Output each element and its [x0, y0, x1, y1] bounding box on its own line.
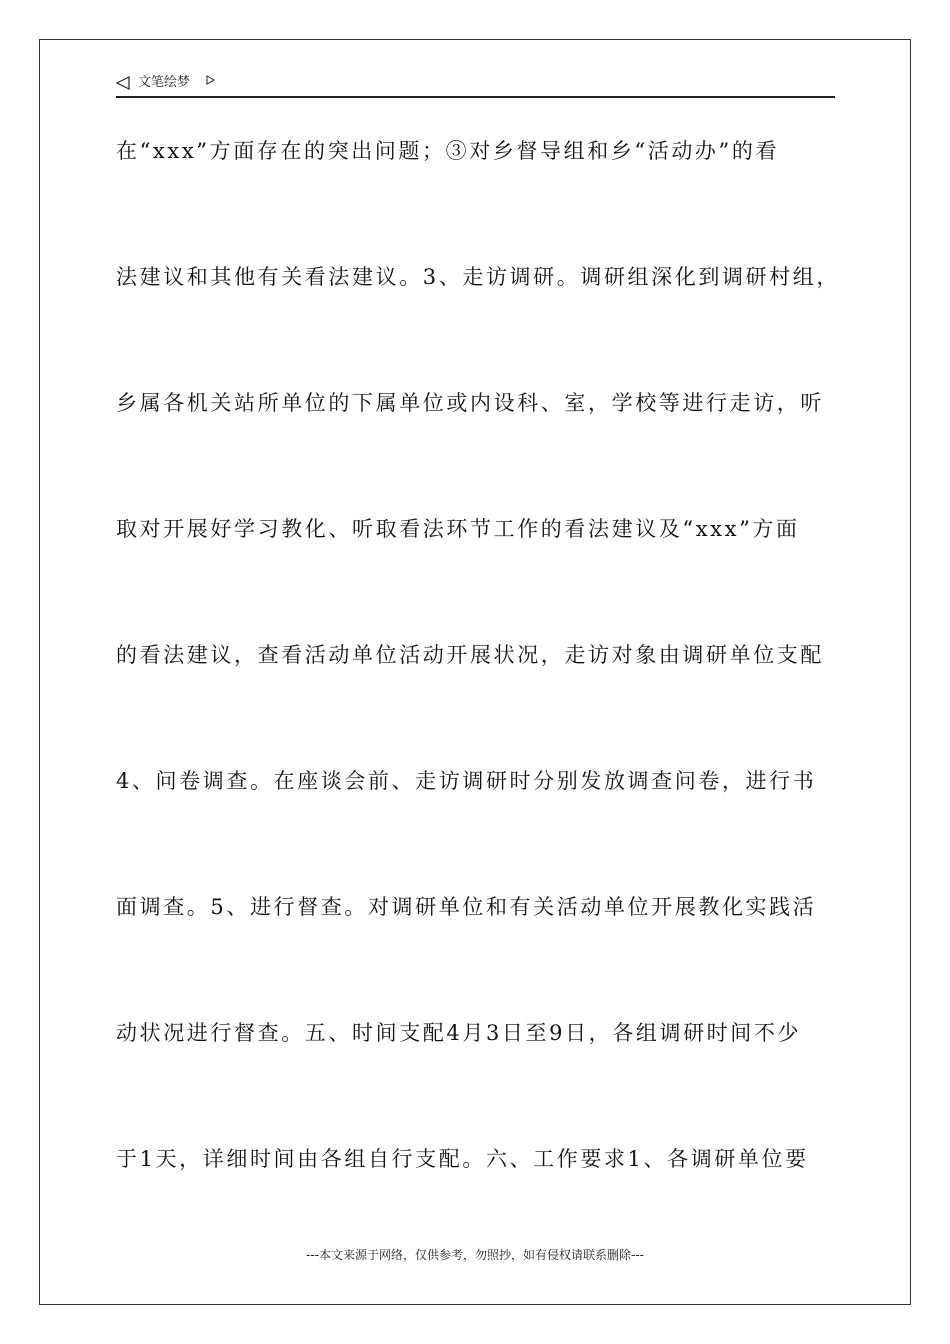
document-body [116, 130, 840, 1264]
triangle-right-icon [206, 75, 215, 85]
header-title: 文笔绘梦 [138, 75, 191, 90]
footer-disclaimer: ---本文来源于网络，仅供参考，勿照抄，如有侵权请联系删除--- [306, 1248, 644, 1262]
triangle-left-icon [116, 76, 130, 90]
text-line: 取对开展好学习教化、听取看法环节工作的看法建议及“xxx”方面 [116, 517, 800, 541]
text-line: 法建议和其他有关看法建议。3、走访调研。调研组深化到调研村组， [116, 265, 840, 289]
text-line: 于1天，详细时间由各组自行支配。六、工作要求1、各调研单位要 [116, 1147, 809, 1171]
text-line: 4、问卷调查。在座谈会前、走访调研时分别发放调查问卷，进行书 [116, 769, 817, 793]
text-line: 动状况进行督查。五、时间支配4月3日至9日，各组调研时间不少 [116, 1021, 802, 1045]
text-line: 面调查。5、进行督查。对调研单位和有关活动单位开展教化实践活 [116, 895, 817, 919]
text-line: 在“xxx”方面存在的突出问题；③对乡督导组和乡“活动办”的看 [116, 139, 780, 163]
text-line: 乡属各机关站所单位的下属单位或内设科、室，学校等进行走访，听 [116, 391, 824, 415]
page-header [116, 70, 835, 98]
text-line: 的看法建议，查看活动单位活动开展状况，走访对象由调研单位支配 [116, 643, 824, 667]
